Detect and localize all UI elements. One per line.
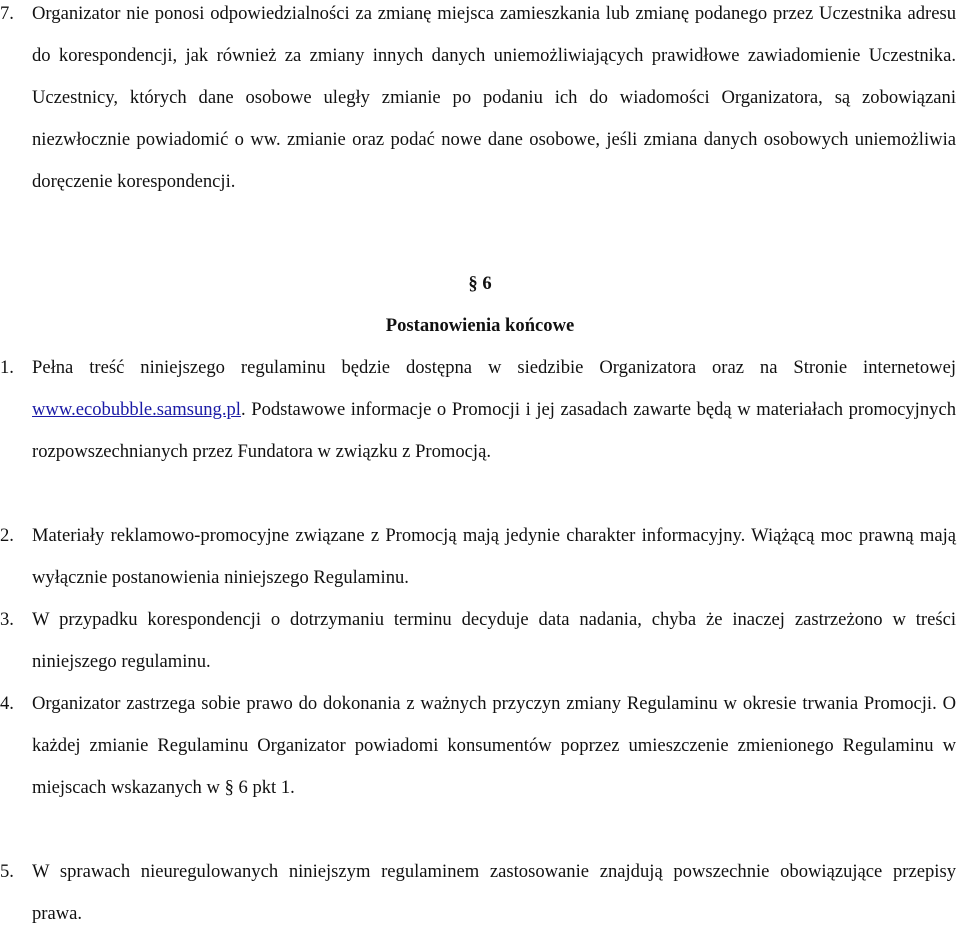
item-text: Organizator zastrzega sobie prawo do dokonania z ważnych przyczyn zmiany Regulaminu w okresie trwania Promocji. O każdej zmianie Regulaminu Organizator powiadomi konsumentów poprzez umieszczenie zmienionego Regulaminu w miejscach wskazanych w § 6 pkt 1. [32, 693, 956, 798]
item-number: 5. [0, 861, 14, 882]
item-number: 3. [0, 609, 14, 630]
item-number: 7. [0, 3, 14, 24]
list-item-3 [0, 599, 956, 683]
section-title: Postanowienia końcowe [385, 315, 575, 336]
item-text: W sprawach nieuregulowanych niniejszym regulaminem zastosowanie znajdują powszechnie obowiązujące przepisy prawa. [32, 861, 956, 924]
list-item-1 [0, 347, 956, 473]
item-text: W przypadku korespondencji o dotrzymaniu terminu decyduje data nadania, chyba że inaczej zastrzeżono w treści niniejszego regulaminu. [32, 609, 956, 672]
item-text-part: . Podstawowe informacje o Promocji i jej zasadach zawarte będą w materiałach promocyjnych rozpowszechnianych przez Fundatora w związku z Promocją. [32, 399, 956, 462]
website-link[interactable]: www.ecobubble.samsung.pl [32, 399, 241, 420]
item-text [32, 347, 956, 473]
section-symbol: § 6 [468, 273, 492, 294]
item-text: Materiały reklamowo-promocyjne związane z Promocją mają jedynie charakter informacyjny. Wiążącą moc prawną mają wyłącznie postanowienia niniejszego Regulaminu. [32, 525, 956, 588]
item-text: Organizator nie ponosi odpowiedzialności za zmianę miejsca zamieszkania lub zmianę podanego przez Uczestnika adresu do korespondencji, jak również za zmiany innych danych uniemożliwiających prawidłowe zawiadomienie Uczestnika. Uczestnicy, których dane osobowe uległy zmianie po podaniu ich do wiadomości Organizatora, są zobowiązani niezwłocznie powiadomić o ww. zmianie oraz podać nowe dane osobowe, jeśli zmiana danych osobowych uniemożliwia doręczenie korespondencji. [32, 3, 956, 192]
list-item-2 [0, 515, 956, 599]
item-number: 4. [0, 693, 14, 714]
item-number: 2. [0, 525, 14, 546]
item-text-part: Pełna treść niniejszego regulaminu będzie dostępna w siedzibie Organizatora oraz na Stronie internetowej [32, 357, 956, 378]
list-item-5 [0, 851, 956, 935]
item-number: 1. [0, 357, 14, 378]
list-item-7 [0, 0, 956, 203]
list-item-4 [0, 683, 956, 809]
